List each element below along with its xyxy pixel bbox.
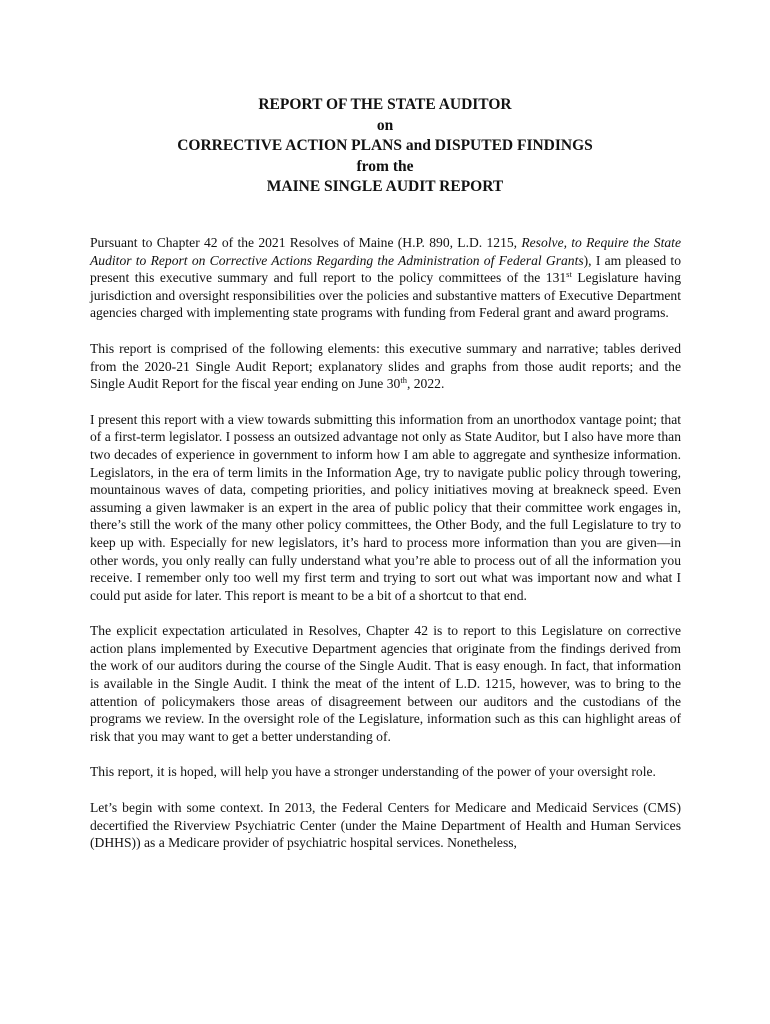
p1-text-middle: ), I am pleased to present this executive summary and full report to the policy committees of the 131	[90, 252, 681, 286]
paragraph-5: This report, it is hoped, will help you have a stronger understanding of the power of your oversight role.	[90, 764, 656, 780]
p1-text-end: Legislature having jurisdiction and oversight responsibilities over the policies and substantive matters of Executive Department agencies charged with implementing state programs with funding from Federal grant and award programs.	[90, 270, 681, 321]
resolve-title-italic: Resolve, to Require the State Auditor to Report on Corrective Actions Regarding the Administration of Federal Grants	[90, 235, 681, 268]
title-line-3: CORRECTIVE ACTION PLANS and DISPUTED FINDINGS	[177, 137, 593, 154]
title-line-1: REPORT OF THE STATE AUDITOR	[258, 96, 512, 113]
p2-ordinal-suffix: th	[400, 375, 407, 386]
title-line-4: from the	[356, 157, 414, 175]
p1-ordinal-suffix: st	[566, 269, 572, 280]
title-line-2: on	[376, 116, 394, 134]
report-body	[90, 234, 681, 852]
p1-text-start: Pursuant to Chapter 42 of the 2021 Resolves of Maine (H.P. 890, L.D. 1215,	[90, 235, 522, 250]
paragraph-1	[90, 234, 681, 322]
p2-text-end: , 2022.	[406, 376, 445, 392]
report-title	[0, 95, 770, 198]
paragraph-6: Let’s begin with some context. In 2013, the Federal Centers for Medicare and Medicaid Services (CMS) decertified the Riverview Psychiatric Center (under the Maine Department of Health and Human Services (DHHS)) as a Medicare provider of psychiatric hospital services. Nonetheless,	[90, 800, 681, 851]
paragraph-3: I present this report with a view towards submitting this information from an unorthodox vantage point; that of a first-term legislator. I possess an outsized advantage not only as State Auditor, but I also have more than two decades of experience in government to inform how I am able to aggregate and synthesize information. Legislators, in the era of term limits in the Information Age, try to navigate public policy through towering, mountainous waves of data, competing priorities, and policy initiatives moving at breakneck speed. Even assuming a given lawmaker is an expert in the area of public policy that their committee work engages in, there’s still the work of the many other policy committees, the Other Body, and the full Legislature to try to keep up with. Especially for new legislators, it’s hard to process more information than you are given—in other words, you only really can fully understand what you’re able to process out of all the information you receive. I remember only too well my first term and trying to sort out what was important now and what I could put aside for later. This report is meant to be a bit of a shortcut to that end.	[90, 411, 681, 603]
title-line-5: MAINE SINGLE AUDIT REPORT	[266, 178, 504, 195]
p2-text-start: This report is comprised of the following elements: this executive summary and narrative; tables derived from the 2020-21 Single Audit Report; explanatory slides and graphs from those audit reports; and the Single Audit Report for the fiscal year ending on June 30	[90, 340, 681, 392]
paragraph-4: The explicit expectation articulated in Resolves, Chapter 42 is to report to this Legislature on corrective action plans implemented by Executive Department agencies that originate from the findings derived from the work of our auditors during the course of the Single Audit. That is easy enough. In fact, that information is available in the Single Audit. I think the meat of the intent of L.D. 1215, however, was to bring to the attention of policymakers those areas of disagreement between our auditors and the custodians of the programs we review. In the oversight role of the Legislature, information such as this can highlight areas of risk that you may want to get a better understanding of.	[90, 623, 681, 744]
paragraph-2	[90, 340, 681, 393]
